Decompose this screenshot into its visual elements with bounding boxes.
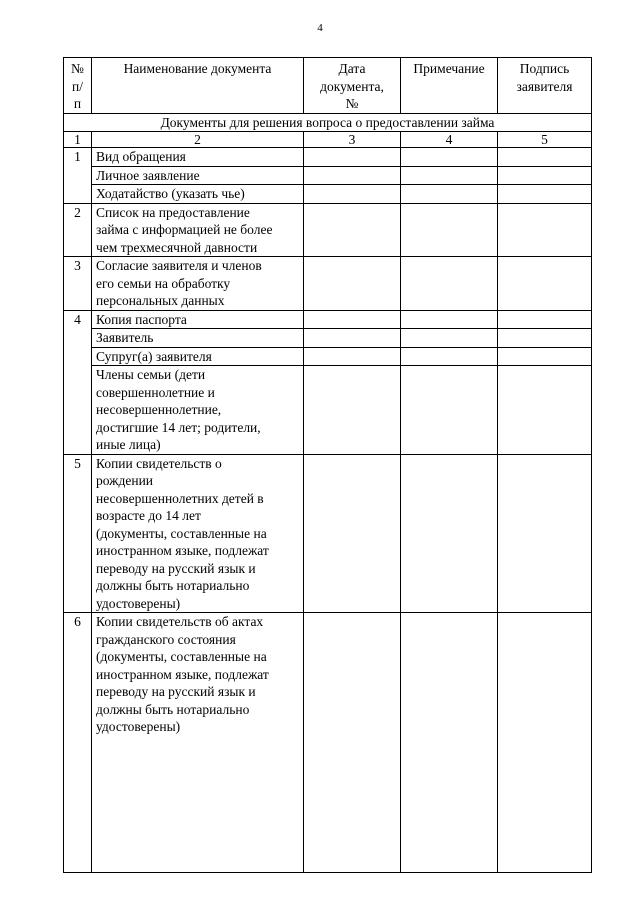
date-cell xyxy=(304,185,401,204)
column-index: 5 xyxy=(498,132,592,148)
note-cell xyxy=(401,454,498,613)
signature-cell xyxy=(498,257,592,311)
header-date: Дата документа, № xyxy=(304,58,401,114)
document-name: Ходатайство (указать чье) xyxy=(92,185,304,204)
note-cell xyxy=(401,148,498,167)
table-row xyxy=(64,310,592,329)
document-name: Копия паспорта xyxy=(92,310,304,329)
document-name: Члены семьи (дети совершеннолетние и несовершеннолетние, достигшие 14 лет; родители, иные лица) xyxy=(92,366,304,455)
row-number: 3 xyxy=(64,257,92,311)
row-number: 5 xyxy=(64,454,92,613)
signature-cell xyxy=(498,185,592,204)
date-cell xyxy=(304,203,401,257)
note-cell xyxy=(401,185,498,204)
table-row xyxy=(64,166,592,185)
row-number: 6 xyxy=(64,613,92,873)
note-cell xyxy=(401,166,498,185)
header-note: Примечание xyxy=(401,58,498,114)
note-cell xyxy=(401,257,498,311)
signature-cell xyxy=(498,310,592,329)
header-name: Наименование документа xyxy=(92,58,304,114)
note-cell xyxy=(401,347,498,366)
signature-cell xyxy=(498,454,592,613)
table-row xyxy=(64,329,592,348)
row-number: 1 xyxy=(64,148,92,204)
signature-cell xyxy=(498,613,592,873)
date-cell xyxy=(304,347,401,366)
note-cell xyxy=(401,366,498,455)
header-num: № п/ п xyxy=(64,58,92,114)
date-cell xyxy=(304,148,401,167)
table-row xyxy=(64,454,592,613)
document-name: Копии свидетельств о рождении несовершеннолетних детей в возрасте до 14 лет (документы, составленные на иностранном языке, подлежат переводу на русский язык и должны быть нотариально удостоверены) xyxy=(92,454,304,613)
signature-cell xyxy=(498,148,592,167)
date-cell xyxy=(304,329,401,348)
note-cell xyxy=(401,613,498,873)
signature-cell xyxy=(498,366,592,455)
row-number: 2 xyxy=(64,203,92,257)
row-number: 4 xyxy=(64,310,92,454)
signature-cell xyxy=(498,329,592,348)
note-cell xyxy=(401,310,498,329)
signature-cell xyxy=(498,203,592,257)
table-row xyxy=(64,148,592,167)
document-name: Вид обращения xyxy=(92,148,304,167)
note-cell xyxy=(401,203,498,257)
document-name: Копии свидетельств об актах гражданского состояния (документы, составленные на иностранном языке, подлежат переводу на русский язык и должны быть нотариально удостоверены) xyxy=(92,613,304,873)
date-cell xyxy=(304,613,401,873)
column-index: 3 xyxy=(304,132,401,148)
column-index: 4 xyxy=(401,132,498,148)
column-index-row xyxy=(64,132,592,148)
header-signature: Подпись заявителя xyxy=(498,58,592,114)
table-row xyxy=(64,613,592,873)
document-name: Список на предоставление займа с информацией не более чем трехмесячной давности xyxy=(92,203,304,257)
date-cell xyxy=(304,257,401,311)
date-cell xyxy=(304,454,401,613)
documents-table xyxy=(63,57,592,873)
date-cell xyxy=(304,366,401,455)
header-row xyxy=(64,58,592,114)
signature-cell xyxy=(498,347,592,366)
table-row xyxy=(64,366,592,455)
table-row xyxy=(64,185,592,204)
document-name: Согласие заявителя и членов его семьи на обработку персональных данных xyxy=(92,257,304,311)
table-row xyxy=(64,203,592,257)
page-number: 4 xyxy=(317,22,323,34)
note-cell xyxy=(401,329,498,348)
document-name: Супруг(а) заявителя xyxy=(92,347,304,366)
section-title: Документы для решения вопроса о предоставлении займа xyxy=(64,113,592,132)
signature-cell xyxy=(498,166,592,185)
date-cell xyxy=(304,310,401,329)
section-row xyxy=(64,113,592,132)
table-row xyxy=(64,257,592,311)
date-cell xyxy=(304,166,401,185)
column-index: 2 xyxy=(92,132,304,148)
document-name: Личное заявление xyxy=(92,166,304,185)
table-row xyxy=(64,347,592,366)
column-index: 1 xyxy=(64,132,92,148)
document-name: Заявитель xyxy=(92,329,304,348)
